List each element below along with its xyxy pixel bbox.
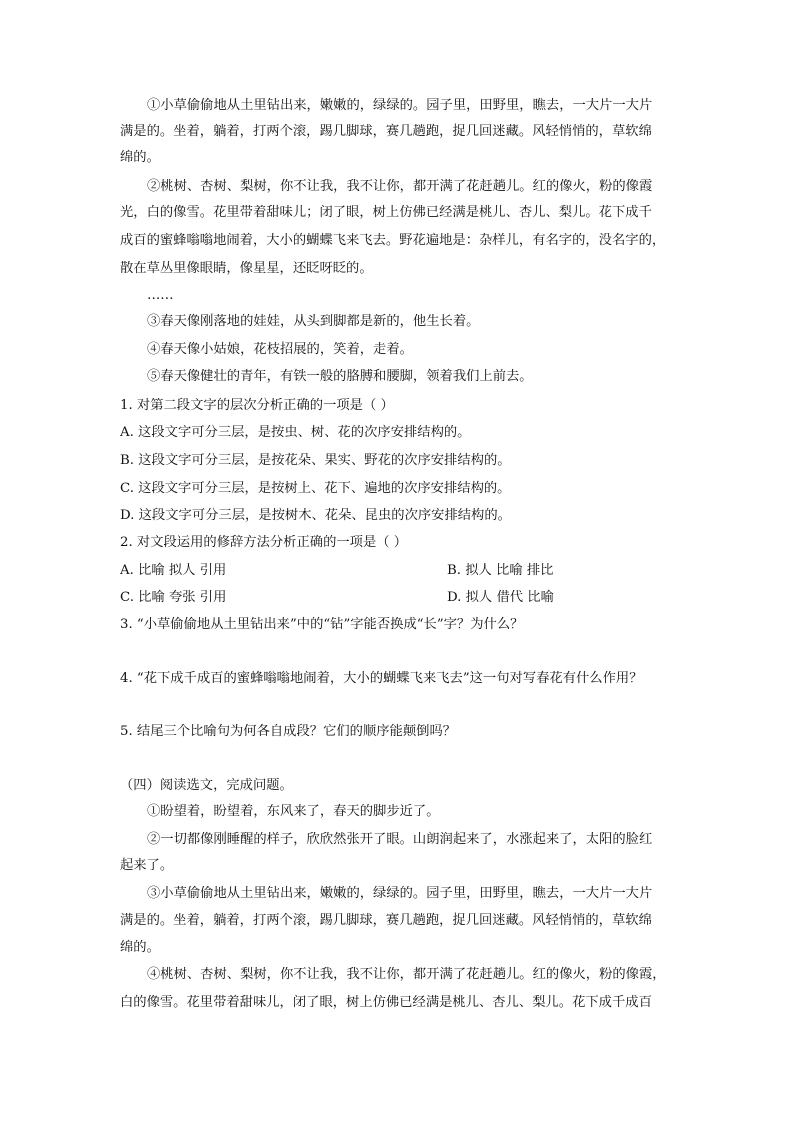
passage2-para3-line1: ③小草偷偷地从土里钻出来，嫩嫩的，绿绿的。园子里，田野里，瞧去，一大片一大片	[147, 886, 653, 901]
passage2-para3-line3: 绵的。	[120, 940, 160, 955]
q1-option-a: A. 这段文字可分三层，是按虫、树、花的次序安排结构的。	[120, 425, 471, 440]
q1-option-b: B. 这段文字可分三层，是按花朵、果实、野花的次序安排结构的。	[120, 453, 511, 468]
question-4: 4. “花下成千成百的蜜蜂嗡嗡地闹着，大小的蝴蝶飞来飞去”这一句对写春花有什么作用？	[120, 671, 643, 686]
question-2: 2. 对文段运用的修辞方法分析正确的一项是（ ）	[120, 535, 408, 550]
passage-para2-line3: 成百的蜜蜂嗡嗡地闹着，大小的蝴蝶飞来飞去。野花遍地是：杂样儿，有名字的，没名字的，	[120, 233, 666, 248]
question-5: 5. 结尾三个比喻句为何各自成段？它们的顺序能颠倒吗？	[120, 724, 457, 739]
passage2-para4-line2: 白的像雪。花里带着甜味儿，闭了眼，树上仿佛已经满是桃儿、杏儿、梨儿。花下成千成百	[120, 995, 652, 1010]
section-heading: （四）阅读选文，完成问题。	[120, 778, 293, 793]
q2-option-d: D. 拟人 借代 比喻	[447, 590, 554, 605]
question-1: 1. 对第二段文字的层次分析正确的一项是（ ）	[120, 398, 394, 413]
q2-option-c: C. 比喻 夸张 引用	[120, 590, 227, 605]
passage2-para3-line2: 满是的。坐着，躺着，打两个滚，踢几脚球，赛几趟跑，捉几回迷藏。风轻悄悄的，草软绵	[120, 913, 652, 928]
q2-option-b: B. 拟人 比喻 排比	[447, 563, 554, 578]
q1-option-c: C. 这段文字可分三层，是按树上、花下、遍地的次序安排结构的。	[120, 481, 511, 496]
q1-option-d: D. 这段文字可分三层，是按树木、花朵、昆虫的次序安排结构的。	[120, 508, 511, 523]
passage-para4: ④春天像小姑娘，花枝招展的，笑着，走着。	[147, 342, 413, 357]
question-3: 3. “小草偷偷地从土里钻出来”中的“钻”字能否换成“长”字？为什么？	[120, 617, 524, 632]
passage-para2-line4: 散在草丛里像眼睛，像星星，还眨呀眨的。	[120, 261, 373, 276]
ellipsis: ……	[147, 288, 174, 303]
passage-para2-line1: ②桃树、杏树、梨树，你不让我，我不让你，都开满了花赶趟儿。红的像火，粉的像霞	[147, 179, 653, 194]
passage2-para4-line1: ④桃树、杏树、梨树，你不让我，我不让你，都开满了花赶趟儿。红的像火，粉的像霞，	[147, 967, 666, 982]
passage-para3: ③春天像刚落地的娃娃，从头到脚都是新的，他生长着。	[147, 314, 480, 329]
passage2-para1: ①盼望着，盼望着，东风来了，春天的脚步近了。	[147, 804, 440, 819]
passage2-para2-line2: 起来了。	[120, 858, 174, 873]
passage-para5: ⑤春天像健壮的青年，有铁一般的胳膊和腰脚，领着我们上前去。	[147, 369, 533, 384]
passage-para1-line3: 绵的。	[120, 150, 160, 165]
passage-para1-line2: 满是的。坐着，躺着，打两个滚，踢几脚球，赛几趟跑，捉几回迷藏。风轻悄悄的，草软绵	[120, 124, 652, 139]
passage-para2-line2: 光，白的像雪。花里带着甜味儿；闭了眼，树上仿佛已经满是桃儿、杏儿、梨儿。花下成千	[120, 205, 652, 220]
q2-option-a: A. 比喻 拟人 引用	[120, 563, 227, 578]
passage-para1-line1: ①小草偷偷地从土里钻出来，嫩嫩的，绿绿的。园子里，田野里，瞧去，一大片一大片	[147, 98, 653, 113]
passage2-para2-line1: ②一切都像刚睡醒的样子，欣欣然张开了眼。山朗润起来了，水涨起来了，太阳的脸红	[147, 832, 653, 847]
